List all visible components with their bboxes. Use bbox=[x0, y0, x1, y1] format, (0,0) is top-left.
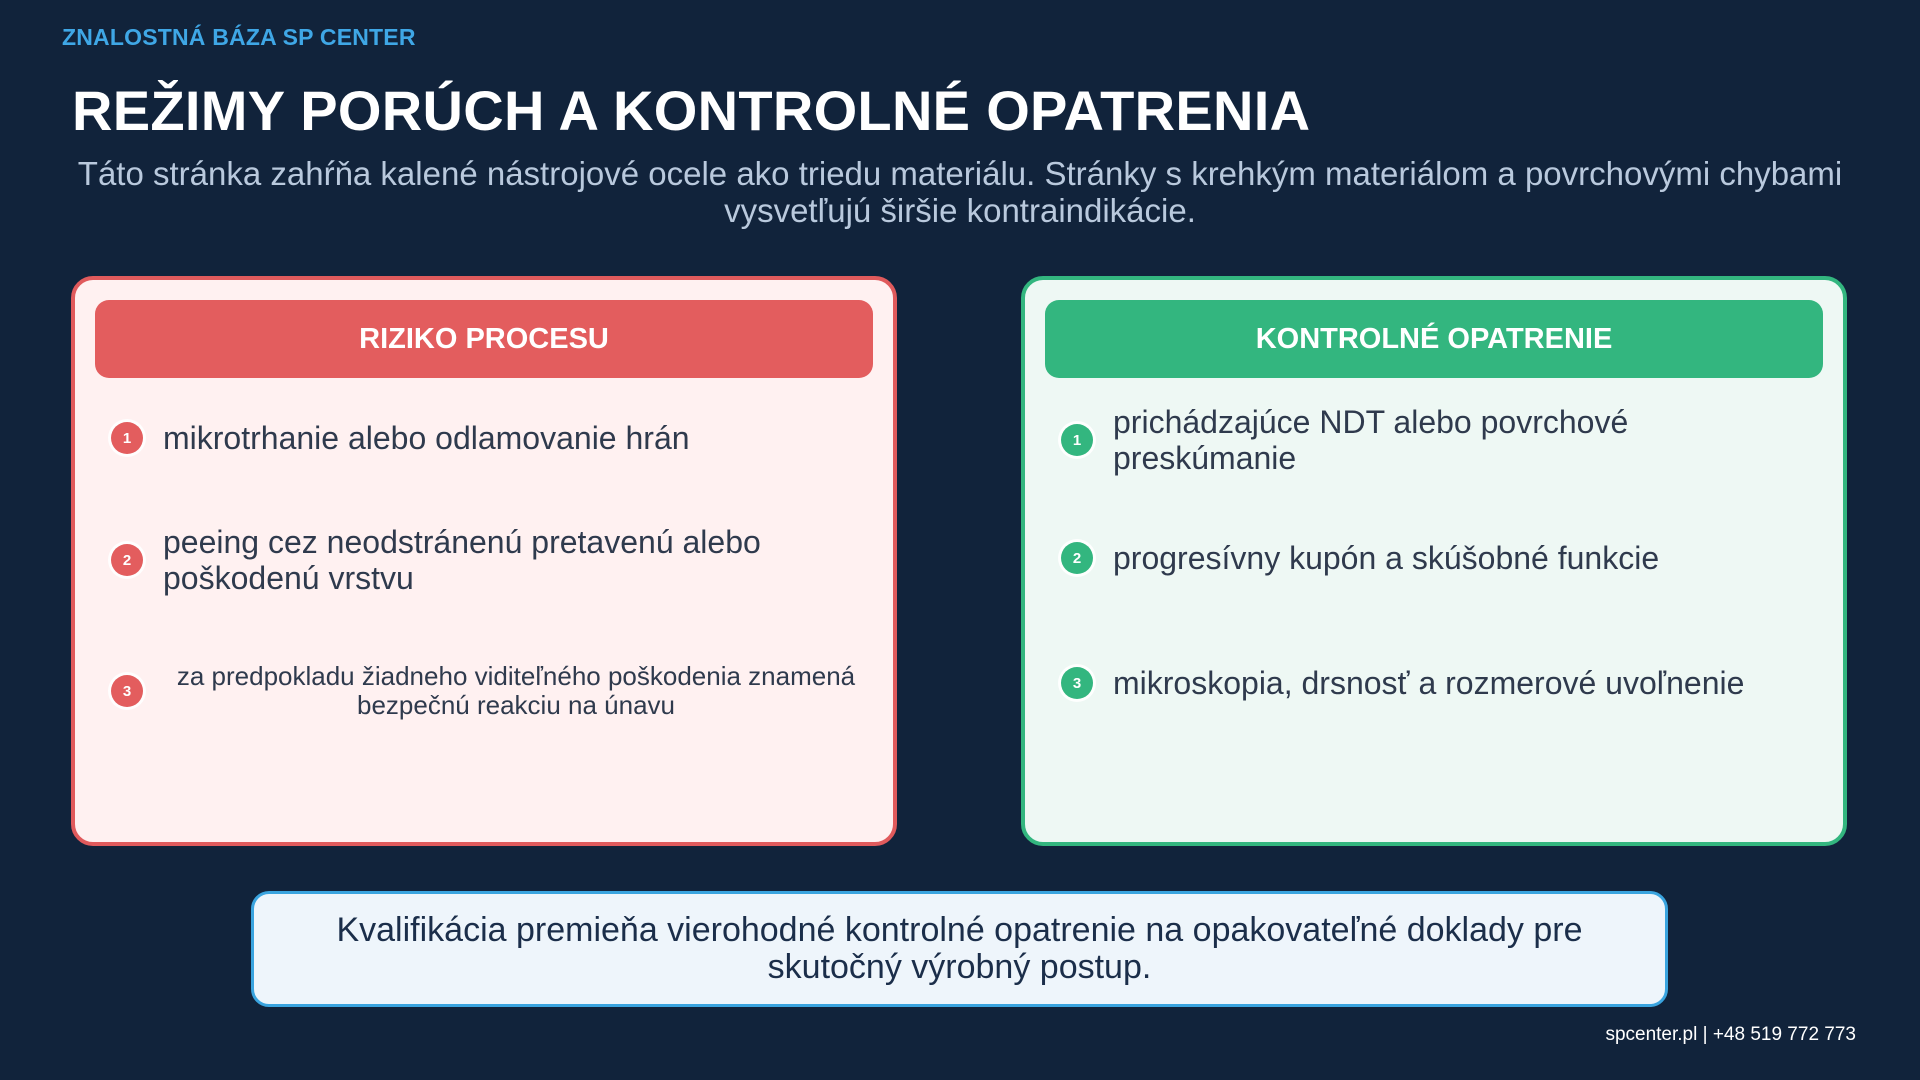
control-item bbox=[1061, 665, 1819, 701]
risk-panel bbox=[71, 276, 897, 846]
risk-item-text: peeing cez neodstránenú pretavenú alebo poškodenú vrstvu bbox=[163, 524, 761, 596]
risk-item bbox=[111, 662, 869, 720]
number-badge-icon: 3 bbox=[111, 675, 143, 707]
risk-item bbox=[111, 420, 869, 456]
page-subtitle: Táto stránka zahŕňa kalené nástrojové ocele ako triedu materiálu. Stránky s krehkým materiálom a povrchovými chybami vysvetľujú širšie kontraindikácie. bbox=[77, 155, 1843, 229]
number-badge-icon: 2 bbox=[111, 544, 143, 576]
control-item-text: progresívny kupón a skúšobné funkcie bbox=[1113, 540, 1660, 576]
summary-callout: Kvalifikácia premieňa vierohodné kontrolné opatrenie na opakovateľné doklady pre skutočný výrobný postup. bbox=[251, 891, 1668, 1007]
kicker-label: ZNALOSTNÁ BÁZA SP CENTER bbox=[62, 24, 416, 50]
control-item bbox=[1061, 540, 1819, 576]
control-item-text: mikroskopia, drsnosť a rozmerové uvoľnenie bbox=[1113, 665, 1745, 701]
number-badge-icon: 2 bbox=[1061, 542, 1093, 574]
number-badge-icon: 1 bbox=[1061, 424, 1093, 456]
control-panel bbox=[1021, 276, 1847, 846]
number-badge-icon: 1 bbox=[111, 422, 143, 454]
risk-item-text: mikrotrhanie alebo odlamovanie hrán bbox=[163, 420, 690, 456]
risk-panel-heading: RIZIKO PROCESU bbox=[95, 300, 873, 378]
risk-item bbox=[111, 524, 869, 596]
control-item-text: prichádzajúce NDT alebo povrchové preskúmanie bbox=[1113, 404, 1629, 476]
number-badge-icon: 3 bbox=[1061, 667, 1093, 699]
control-item bbox=[1061, 404, 1819, 476]
control-panel-heading: KONTROLNÉ OPATRENIE bbox=[1045, 300, 1823, 378]
page-title: REŽIMY PORÚCH A KONTROLNÉ OPATRENIA bbox=[72, 79, 1311, 142]
risk-item-text: za predpokladu žiadneho viditeľného poškodenia znamená bezpečnú reakciu na únavu bbox=[176, 661, 856, 720]
contact-footer: spcenter.pl | +48 519 772 773 bbox=[1605, 1024, 1856, 1045]
